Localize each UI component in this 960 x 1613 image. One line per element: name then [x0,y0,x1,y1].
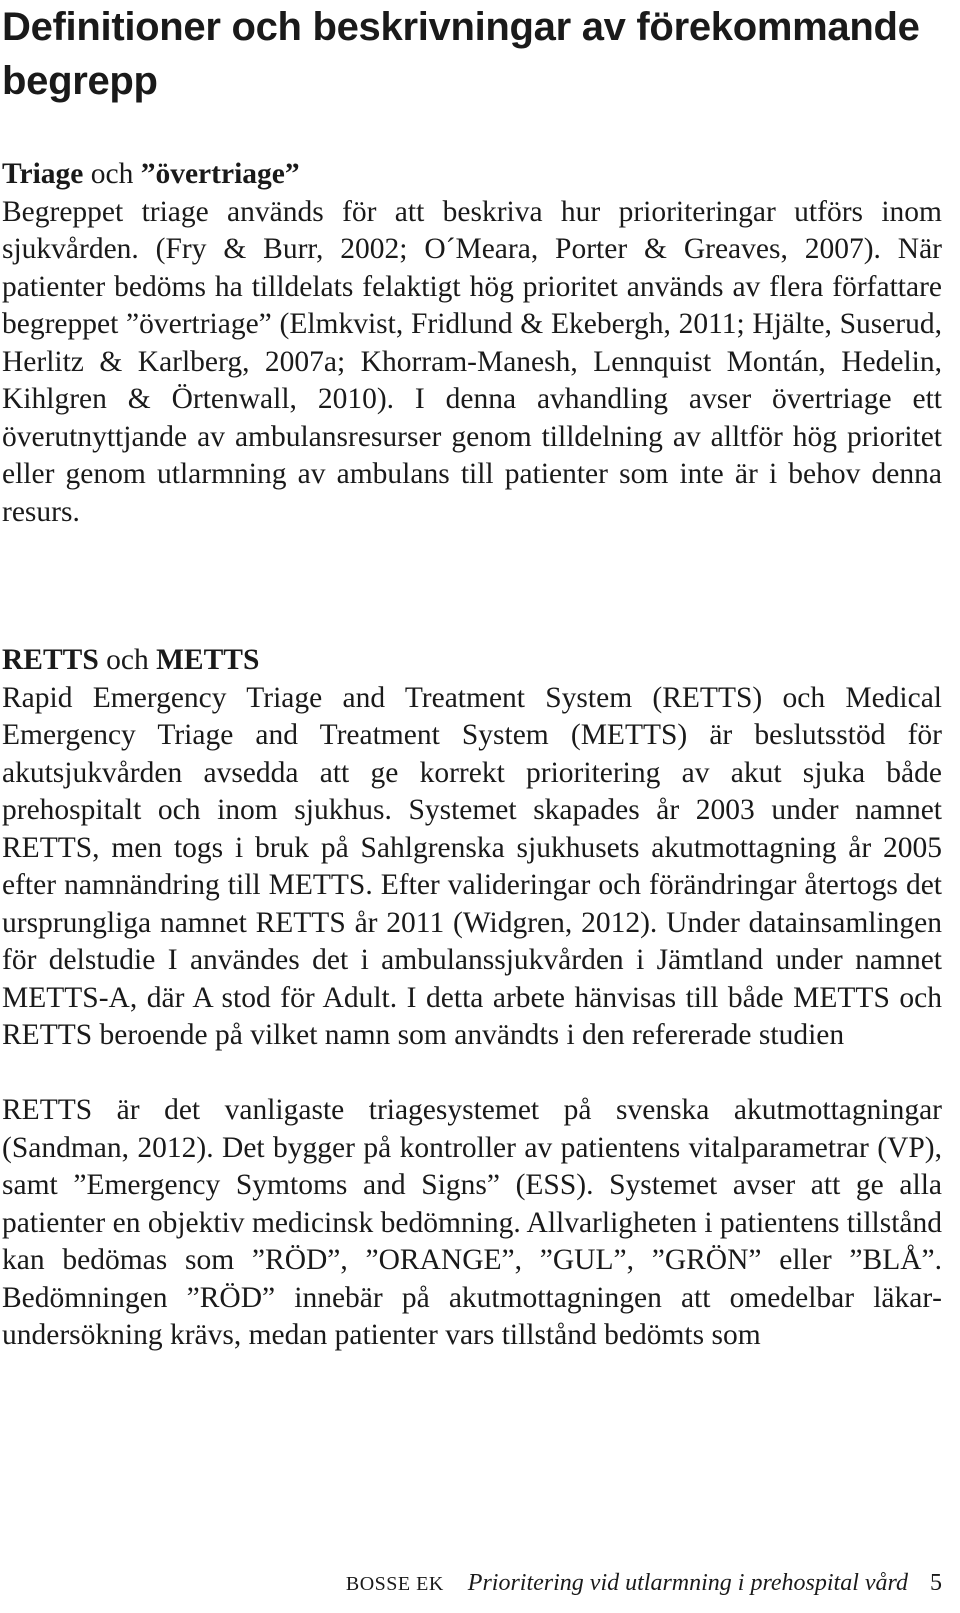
heading-connector: och [83,158,141,190]
page-number: 5 [930,1570,942,1596]
paragraph-triage-definition: Begreppet triage används för att beskriva hur prioriteringar utförs inom sjukvården. (Fry & Burr, 2002; O´Meara, Porter & Greaves, 2007). När patienter bedöms ha tilldelats felaktigt hög prioritet används av flera författare begreppet ”övertriage” (Elmkvist, Fridlund & Ekebergh, 2011; Hjälte, Suserud, Herlitz & Karlberg, 2007a; Khorram-Manesh, Lennquist Montán, Hedelin, Kihlgren & Örtenwall, 2010). I denna avhandling avser övertriage ett överutnyttjande av ambulansresurser genom tilldelning av alltför hög prioritet eller genom utlarmning av ambulans till patienter som inte är i behov denna resurs. [2,195,942,528]
heading-term-overtriage: ”övertriage” [140,158,300,190]
heading-term-retts: RETTS [2,644,99,676]
page-footer [0,1565,942,1601]
footer-book-title: Prioritering vid utlarmning i prehospital vård [467,1570,908,1596]
heading-term-triage: Triage [2,158,84,190]
chapter-title: Definitioner och beskrivningar av förekommande begrepp [2,5,920,103]
heading-term-metts: METTS [156,644,260,676]
section-heading-triage [2,156,942,194]
heading-connector: och [98,644,157,676]
paragraph-retts-usage: RETTS är det vanligaste triagesystemet på svenska akutmottagningar (Sandman, 2012). Det bygger på kontroller av patientens vitalparametrar (VP), samt ”Emergency Symtoms and Signs” (ESS). Systemet avser att ge alla patienter en objektiv medicinsk bedömning. Allvarligheten i patientens tillstånd kan bedömas som ”RÖD”, ”ORANGE”, ”GUL”, ”GRÖN” eller ”BLÅ”. Bedömningen ”RÖD” innebär på akutmottagningen att omedelbar läkarundersökning krävs, medan patienter vars tillstånd bedömts som [2,1094,942,1351]
paragraph-retts-history: Rapid Emergency Triage and Treatment System (RETTS) och Medical Emergency Triage and Treatment System (METTS) är beslutsstöd för akutsjukvården avsedda att ge korrekt prioritering av akut sjuka både prehospitalt och inom sjukhus. Systemet skapades år 2003 under namnet RETTS, men togs i bruk på Sahlgrenska sjukhusets akutmottagning år 2005 efter namnändring till METTS. Efter valideringar och förändringar återtogs det ursprungliga namnet RETTS år 2011 (Widgren, 2012). Under datainsamlingen för delstudie I användes det i ambulanssjukvården i Jämtland under namnet METTS-A, där A stod för Adult. I detta arbete hänvisas till både METTS och RETTS beroende på vilket namn som användts i den refererade studien [2,681,942,1051]
section-triage [2,156,942,531]
section-retts-metts [2,642,942,1355]
section-heading-retts-metts [2,642,942,680]
footer-author: BOSSE EK [345,1573,444,1595]
